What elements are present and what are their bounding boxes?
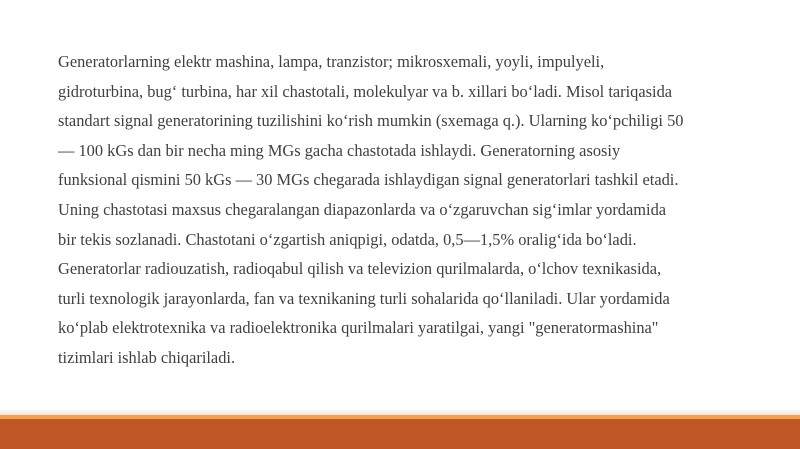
paragraph-line: gidroturbina, bug‘ turbina, har xil chastotali, molekulyar va b. xillari bo‘ladi. Misol tariqasida	[58, 81, 673, 101]
paragraph-line: standart signal generatorining tuzilishini ko‘rish mumkin (sxemaga q.). Ularning ko‘pchiligi 50	[58, 111, 684, 131]
paragraph-line: Generatorlar radiouzatish, radioqabul qilish va televizion qurilmalarda, o‘lchov texnikasida,	[58, 259, 662, 279]
paragraph-line: bir tekis sozlanadi. Chastotani o‘zgartish aniqpigi, odatda, 0,5—1,5% oralig‘ida bo‘ladi.	[58, 229, 637, 249]
paragraph-line: Uning chastotasi maxsus chegaralangan diapazonlarda va o‘zgaruvchan sig‘imlar yordamida	[58, 199, 667, 219]
paragraph-line: tizimlari ishlab chiqariladi.	[58, 347, 236, 367]
paragraph-line: Generatorlarning elektr mashina, lampa, tranzistor; mikrosxemali, yoyli, impulyeli,	[58, 52, 605, 71]
paragraph-line: ko‘plab elektrotexnika va radioelektronika qurilmalari yaratilgai, yangi "generatormashina"	[58, 318, 659, 338]
paragraph-line: — 100 kGs dan bir necha ming MGs gacha chastotada ishlaydi. Generatorning asosiy	[58, 140, 621, 160]
paragraph-line: funksional qismini 50 kGs — 30 MGs chegarada ishlaydigan signal generatorlari tashkil etadi.	[58, 170, 679, 190]
body-paragraph	[58, 47, 778, 373]
footer-bar	[0, 419, 800, 449]
paragraph-line: turli texnologik jarayonlarda, fan va texnikaning turli sohalarida qo‘llaniladi. Ular yordamida	[58, 288, 670, 308]
